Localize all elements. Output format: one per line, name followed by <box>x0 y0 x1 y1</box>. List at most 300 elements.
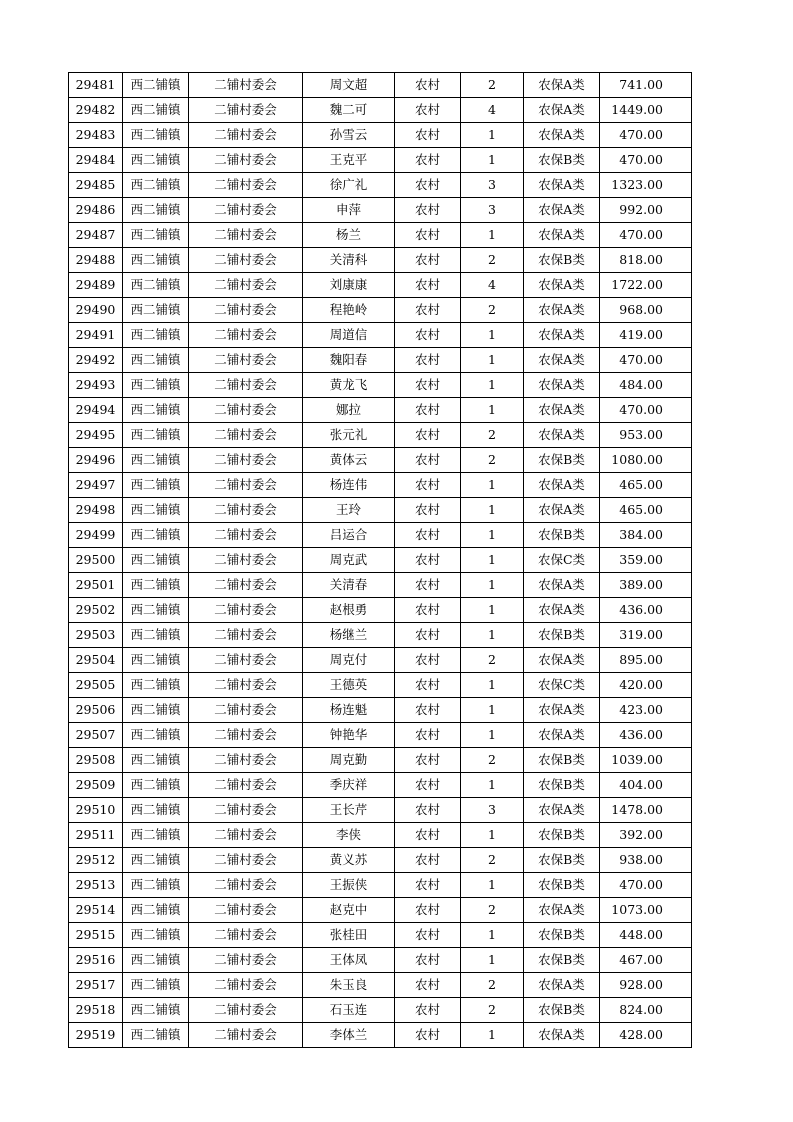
record-id-cell: 29492 <box>69 348 123 373</box>
household-size-cell: 2 <box>461 248 524 273</box>
category-cell: 农保A类 <box>524 423 600 448</box>
village-committee-cell: 二铺村委会 <box>189 223 303 248</box>
village-committee-cell: 二铺村委会 <box>189 973 303 998</box>
category-cell: 农保A类 <box>524 723 600 748</box>
household-size-cell: 4 <box>461 273 524 298</box>
category-cell: 农保B类 <box>524 873 600 898</box>
record-id-cell: 29516 <box>69 948 123 973</box>
record-id-cell: 29484 <box>69 148 123 173</box>
area-type-cell: 农村 <box>395 473 461 498</box>
record-id-cell: 29498 <box>69 498 123 523</box>
name-cell: 徐广礼 <box>303 173 395 198</box>
record-id-cell: 29481 <box>69 73 123 98</box>
record-id-cell: 29482 <box>69 98 123 123</box>
area-type-cell: 农村 <box>395 98 461 123</box>
area-type-cell: 农村 <box>395 73 461 98</box>
household-size-cell: 1 <box>461 523 524 548</box>
household-size-cell: 1 <box>461 573 524 598</box>
area-type-cell: 农村 <box>395 373 461 398</box>
amount-cell: 319.00 <box>600 623 692 648</box>
name-cell: 刘康康 <box>303 273 395 298</box>
table-row <box>69 973 692 998</box>
category-cell: 农保A类 <box>524 223 600 248</box>
amount-cell: 467.00 <box>600 948 692 973</box>
name-cell: 魏阳春 <box>303 348 395 373</box>
record-id-cell: 29512 <box>69 848 123 873</box>
area-type-cell: 农村 <box>395 823 461 848</box>
village-committee-cell: 二铺村委会 <box>189 98 303 123</box>
name-cell: 程艳岭 <box>303 298 395 323</box>
village-committee-cell: 二铺村委会 <box>189 1023 303 1048</box>
area-type-cell: 农村 <box>395 998 461 1023</box>
name-cell: 张元礼 <box>303 423 395 448</box>
town-cell: 西二铺镇 <box>123 223 189 248</box>
amount-cell: 404.00 <box>600 773 692 798</box>
area-type-cell: 农村 <box>395 448 461 473</box>
table-row <box>69 73 692 98</box>
table-row <box>69 948 692 973</box>
area-type-cell: 农村 <box>395 973 461 998</box>
village-committee-cell: 二铺村委会 <box>189 323 303 348</box>
area-type-cell: 农村 <box>395 573 461 598</box>
amount-cell: 968.00 <box>600 298 692 323</box>
name-cell: 杨兰 <box>303 223 395 248</box>
household-size-cell: 1 <box>461 223 524 248</box>
village-committee-cell: 二铺村委会 <box>189 748 303 773</box>
record-id-cell: 29517 <box>69 973 123 998</box>
table-row <box>69 723 692 748</box>
name-cell: 周道信 <box>303 323 395 348</box>
household-size-cell: 1 <box>461 673 524 698</box>
category-cell: 农保A类 <box>524 648 600 673</box>
category-cell: 农保A类 <box>524 323 600 348</box>
household-size-cell: 2 <box>461 898 524 923</box>
town-cell: 西二铺镇 <box>123 373 189 398</box>
town-cell: 西二铺镇 <box>123 148 189 173</box>
record-id-cell: 29493 <box>69 373 123 398</box>
name-cell: 杨继兰 <box>303 623 395 648</box>
name-cell: 石玉连 <box>303 998 395 1023</box>
amount-cell: 895.00 <box>600 648 692 673</box>
table-row <box>69 923 692 948</box>
category-cell: 农保A类 <box>524 898 600 923</box>
household-size-cell: 1 <box>461 623 524 648</box>
table-row <box>69 748 692 773</box>
household-size-cell: 1 <box>461 548 524 573</box>
table-row <box>69 823 692 848</box>
village-committee-cell: 二铺村委会 <box>189 448 303 473</box>
record-id-cell: 29518 <box>69 998 123 1023</box>
amount-cell: 1323.00 <box>600 173 692 198</box>
village-committee-cell: 二铺村委会 <box>189 698 303 723</box>
category-cell: 农保A类 <box>524 698 600 723</box>
area-type-cell: 农村 <box>395 723 461 748</box>
town-cell: 西二铺镇 <box>123 173 189 198</box>
category-cell: 农保A类 <box>524 73 600 98</box>
area-type-cell: 农村 <box>395 848 461 873</box>
table-row <box>69 898 692 923</box>
table-row <box>69 473 692 498</box>
category-cell: 农保B类 <box>524 748 600 773</box>
table-row <box>69 348 692 373</box>
town-cell: 西二铺镇 <box>123 398 189 423</box>
village-committee-cell: 二铺村委会 <box>189 523 303 548</box>
table-row <box>69 548 692 573</box>
village-committee-cell: 二铺村委会 <box>189 898 303 923</box>
village-committee-cell: 二铺村委会 <box>189 123 303 148</box>
household-size-cell: 1 <box>461 473 524 498</box>
table-row <box>69 373 692 398</box>
household-size-cell: 4 <box>461 98 524 123</box>
household-size-cell: 1 <box>461 123 524 148</box>
town-cell: 西二铺镇 <box>123 548 189 573</box>
household-size-cell: 1 <box>461 398 524 423</box>
village-committee-cell: 二铺村委会 <box>189 298 303 323</box>
village-committee-cell: 二铺村委会 <box>189 198 303 223</box>
table-row <box>69 873 692 898</box>
category-cell: 农保B类 <box>524 848 600 873</box>
name-cell: 王德英 <box>303 673 395 698</box>
record-id-cell: 29490 <box>69 298 123 323</box>
table-row <box>69 223 692 248</box>
category-cell: 农保B类 <box>524 823 600 848</box>
category-cell: 农保A类 <box>524 298 600 323</box>
name-cell: 李侠 <box>303 823 395 848</box>
name-cell: 赵根勇 <box>303 598 395 623</box>
town-cell: 西二铺镇 <box>123 648 189 673</box>
area-type-cell: 农村 <box>395 348 461 373</box>
category-cell: 农保B类 <box>524 773 600 798</box>
category-cell: 农保A类 <box>524 398 600 423</box>
name-cell: 黄义苏 <box>303 848 395 873</box>
name-cell: 娜拉 <box>303 398 395 423</box>
household-size-cell: 1 <box>461 948 524 973</box>
town-cell: 西二铺镇 <box>123 973 189 998</box>
household-size-cell: 3 <box>461 198 524 223</box>
household-size-cell: 1 <box>461 373 524 398</box>
area-type-cell: 农村 <box>395 673 461 698</box>
record-id-cell: 29491 <box>69 323 123 348</box>
record-id-cell: 29510 <box>69 798 123 823</box>
village-committee-cell: 二铺村委会 <box>189 923 303 948</box>
amount-cell: 938.00 <box>600 848 692 873</box>
village-committee-cell: 二铺村委会 <box>189 773 303 798</box>
table-row <box>69 273 692 298</box>
table-row <box>69 1023 692 1048</box>
amount-cell: 423.00 <box>600 698 692 723</box>
village-committee-cell: 二铺村委会 <box>189 248 303 273</box>
household-size-cell: 1 <box>461 823 524 848</box>
record-id-cell: 29495 <box>69 423 123 448</box>
village-committee-cell: 二铺村委会 <box>189 723 303 748</box>
town-cell: 西二铺镇 <box>123 773 189 798</box>
town-cell: 西二铺镇 <box>123 448 189 473</box>
amount-cell: 420.00 <box>600 673 692 698</box>
amount-cell: 953.00 <box>600 423 692 448</box>
town-cell: 西二铺镇 <box>123 698 189 723</box>
amount-cell: 824.00 <box>600 998 692 1023</box>
area-type-cell: 农村 <box>395 223 461 248</box>
household-size-cell: 2 <box>461 298 524 323</box>
name-cell: 王克平 <box>303 148 395 173</box>
town-cell: 西二铺镇 <box>123 348 189 373</box>
village-committee-cell: 二铺村委会 <box>189 823 303 848</box>
amount-cell: 359.00 <box>600 548 692 573</box>
area-type-cell: 农村 <box>395 773 461 798</box>
amount-cell: 465.00 <box>600 498 692 523</box>
record-id-cell: 29511 <box>69 823 123 848</box>
household-size-cell: 1 <box>461 923 524 948</box>
area-type-cell: 农村 <box>395 523 461 548</box>
record-id-cell: 29489 <box>69 273 123 298</box>
amount-cell: 436.00 <box>600 723 692 748</box>
area-type-cell: 农村 <box>395 923 461 948</box>
area-type-cell: 农村 <box>395 173 461 198</box>
town-cell: 西二铺镇 <box>123 848 189 873</box>
area-type-cell: 农村 <box>395 123 461 148</box>
name-cell: 吕运合 <box>303 523 395 548</box>
household-size-cell: 3 <box>461 173 524 198</box>
category-cell: 农保B类 <box>524 148 600 173</box>
record-id-cell: 29499 <box>69 523 123 548</box>
category-cell: 农保A类 <box>524 473 600 498</box>
household-size-cell: 2 <box>461 848 524 873</box>
village-committee-cell: 二铺村委会 <box>189 148 303 173</box>
name-cell: 赵克中 <box>303 898 395 923</box>
area-type-cell: 农村 <box>395 273 461 298</box>
household-size-cell: 2 <box>461 748 524 773</box>
village-committee-cell: 二铺村委会 <box>189 573 303 598</box>
name-cell: 季庆祥 <box>303 773 395 798</box>
table-row <box>69 198 692 223</box>
category-cell: 农保C类 <box>524 548 600 573</box>
record-id-cell: 29515 <box>69 923 123 948</box>
amount-cell: 384.00 <box>600 523 692 548</box>
table-row <box>69 773 692 798</box>
amount-cell: 448.00 <box>600 923 692 948</box>
area-type-cell: 农村 <box>395 748 461 773</box>
town-cell: 西二铺镇 <box>123 998 189 1023</box>
table-row <box>69 798 692 823</box>
record-id-cell: 29496 <box>69 448 123 473</box>
category-cell: 农保B类 <box>524 923 600 948</box>
area-type-cell: 农村 <box>395 948 461 973</box>
record-id-cell: 29507 <box>69 723 123 748</box>
amount-cell: 1039.00 <box>600 748 692 773</box>
household-size-cell: 2 <box>461 73 524 98</box>
category-cell: 农保B类 <box>524 998 600 1023</box>
category-cell: 农保A类 <box>524 373 600 398</box>
name-cell: 孙雪云 <box>303 123 395 148</box>
category-cell: 农保A类 <box>524 273 600 298</box>
table-row <box>69 523 692 548</box>
name-cell: 周克武 <box>303 548 395 573</box>
name-cell: 张桂田 <box>303 923 395 948</box>
area-type-cell: 农村 <box>395 623 461 648</box>
village-committee-cell: 二铺村委会 <box>189 473 303 498</box>
town-cell: 西二铺镇 <box>123 248 189 273</box>
amount-cell: 1722.00 <box>600 273 692 298</box>
record-id-cell: 29502 <box>69 598 123 623</box>
category-cell: 农保B类 <box>524 523 600 548</box>
village-committee-cell: 二铺村委会 <box>189 948 303 973</box>
village-committee-cell: 二铺村委会 <box>189 798 303 823</box>
household-size-cell: 1 <box>461 698 524 723</box>
record-id-cell: 29513 <box>69 873 123 898</box>
name-cell: 王振侠 <box>303 873 395 898</box>
town-cell: 西二铺镇 <box>123 623 189 648</box>
area-type-cell: 农村 <box>395 248 461 273</box>
amount-cell: 1478.00 <box>600 798 692 823</box>
town-cell: 西二铺镇 <box>123 73 189 98</box>
amount-cell: 818.00 <box>600 248 692 273</box>
table-row <box>69 848 692 873</box>
area-type-cell: 农村 <box>395 648 461 673</box>
table-row <box>69 148 692 173</box>
record-id-cell: 29503 <box>69 623 123 648</box>
area-type-cell: 农村 <box>395 598 461 623</box>
name-cell: 黄体云 <box>303 448 395 473</box>
household-size-cell: 2 <box>461 448 524 473</box>
record-id-cell: 29487 <box>69 223 123 248</box>
category-cell: 农保A类 <box>524 348 600 373</box>
amount-cell: 389.00 <box>600 573 692 598</box>
table-row <box>69 498 692 523</box>
table-row <box>69 623 692 648</box>
town-cell: 西二铺镇 <box>123 823 189 848</box>
town-cell: 西二铺镇 <box>123 498 189 523</box>
record-id-cell: 29506 <box>69 698 123 723</box>
village-committee-cell: 二铺村委会 <box>189 998 303 1023</box>
name-cell: 王长芹 <box>303 798 395 823</box>
household-size-cell: 3 <box>461 798 524 823</box>
village-committee-cell: 二铺村委会 <box>189 423 303 448</box>
amount-cell: 470.00 <box>600 348 692 373</box>
amount-cell: 465.00 <box>600 473 692 498</box>
area-type-cell: 农村 <box>395 148 461 173</box>
name-cell: 杨连魁 <box>303 698 395 723</box>
name-cell: 周克勤 <box>303 748 395 773</box>
table-row <box>69 598 692 623</box>
amount-cell: 470.00 <box>600 148 692 173</box>
household-size-cell: 1 <box>461 323 524 348</box>
name-cell: 关清科 <box>303 248 395 273</box>
category-cell: 农保A类 <box>524 1023 600 1048</box>
household-size-cell: 1 <box>461 723 524 748</box>
village-committee-cell: 二铺村委会 <box>189 548 303 573</box>
category-cell: 农保B类 <box>524 448 600 473</box>
category-cell: 农保B类 <box>524 948 600 973</box>
town-cell: 西二铺镇 <box>123 573 189 598</box>
allowance-table <box>68 72 692 1048</box>
town-cell: 西二铺镇 <box>123 723 189 748</box>
amount-cell: 1073.00 <box>600 898 692 923</box>
amount-cell: 428.00 <box>600 1023 692 1048</box>
town-cell: 西二铺镇 <box>123 873 189 898</box>
area-type-cell: 农村 <box>395 898 461 923</box>
name-cell: 王体凤 <box>303 948 395 973</box>
village-committee-cell: 二铺村委会 <box>189 498 303 523</box>
record-id-cell: 29494 <box>69 398 123 423</box>
town-cell: 西二铺镇 <box>123 98 189 123</box>
category-cell: 农保A类 <box>524 123 600 148</box>
area-type-cell: 农村 <box>395 1023 461 1048</box>
amount-cell: 470.00 <box>600 398 692 423</box>
household-size-cell: 1 <box>461 598 524 623</box>
amount-cell: 392.00 <box>600 823 692 848</box>
table-body <box>69 73 692 1048</box>
area-type-cell: 农村 <box>395 798 461 823</box>
amount-cell: 484.00 <box>600 373 692 398</box>
village-committee-cell: 二铺村委会 <box>189 873 303 898</box>
area-type-cell: 农村 <box>395 323 461 348</box>
town-cell: 西二铺镇 <box>123 898 189 923</box>
category-cell: 农保A类 <box>524 173 600 198</box>
category-cell: 农保B类 <box>524 623 600 648</box>
category-cell: 农保A类 <box>524 973 600 998</box>
table-row <box>69 248 692 273</box>
household-size-cell: 2 <box>461 998 524 1023</box>
category-cell: 农保A类 <box>524 498 600 523</box>
village-committee-cell: 二铺村委会 <box>189 648 303 673</box>
name-cell: 周克付 <box>303 648 395 673</box>
household-size-cell: 1 <box>461 1023 524 1048</box>
area-type-cell: 农村 <box>395 873 461 898</box>
town-cell: 西二铺镇 <box>123 1023 189 1048</box>
table-row <box>69 398 692 423</box>
town-cell: 西二铺镇 <box>123 523 189 548</box>
household-size-cell: 1 <box>461 498 524 523</box>
household-size-cell: 2 <box>461 648 524 673</box>
town-cell: 西二铺镇 <box>123 273 189 298</box>
amount-cell: 436.00 <box>600 598 692 623</box>
name-cell: 关清春 <box>303 573 395 598</box>
village-committee-cell: 二铺村委会 <box>189 348 303 373</box>
record-id-cell: 29497 <box>69 473 123 498</box>
record-id-cell: 29504 <box>69 648 123 673</box>
table-row <box>69 573 692 598</box>
category-cell: 农保A类 <box>524 198 600 223</box>
name-cell: 王玲 <box>303 498 395 523</box>
name-cell: 魏二可 <box>303 98 395 123</box>
town-cell: 西二铺镇 <box>123 923 189 948</box>
amount-cell: 992.00 <box>600 198 692 223</box>
record-id-cell: 29501 <box>69 573 123 598</box>
amount-cell: 419.00 <box>600 323 692 348</box>
town-cell: 西二铺镇 <box>123 798 189 823</box>
category-cell: 农保A类 <box>524 798 600 823</box>
category-cell: 农保A类 <box>524 573 600 598</box>
amount-cell: 470.00 <box>600 873 692 898</box>
town-cell: 西二铺镇 <box>123 423 189 448</box>
record-id-cell: 29508 <box>69 748 123 773</box>
category-cell: 农保A类 <box>524 598 600 623</box>
area-type-cell: 农村 <box>395 548 461 573</box>
name-cell: 周文超 <box>303 73 395 98</box>
town-cell: 西二铺镇 <box>123 298 189 323</box>
amount-cell: 1449.00 <box>600 98 692 123</box>
area-type-cell: 农村 <box>395 698 461 723</box>
name-cell: 钟艳华 <box>303 723 395 748</box>
table-row <box>69 648 692 673</box>
record-id-cell: 29486 <box>69 198 123 223</box>
area-type-cell: 农村 <box>395 298 461 323</box>
table-row <box>69 173 692 198</box>
household-size-cell: 2 <box>461 973 524 998</box>
town-cell: 西二铺镇 <box>123 323 189 348</box>
area-type-cell: 农村 <box>395 423 461 448</box>
record-id-cell: 29485 <box>69 173 123 198</box>
